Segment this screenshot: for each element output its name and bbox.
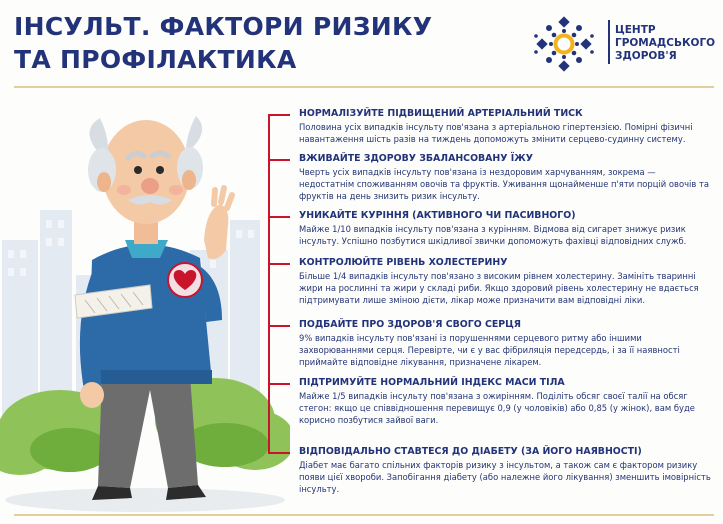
logo-line-3: ЗДОРОВ'Я [615,50,677,62]
header-divider [14,86,714,88]
tip-heading: УНИКАЙТЕ КУРІННЯ (АКТИВНОГО ЧИ ПАСИВНОГО) [299,210,576,221]
tip-cholesterol [299,257,711,306]
title-line-1: ІНСУЛЬТ. ФАКТОРИ РИЗИКУ [14,12,433,41]
tip-blood-pressure [299,108,711,145]
timeline-tick [268,383,290,385]
tip-heading: НОРМАЛІЗУЙТЕ ПІДВИЩЕНИЙ АРТЕРІАЛЬНИЙ ТИСК [299,108,583,119]
tip-text: Половина усіх випадків інсульту пов'язана з артеріальною гіпертензією. Помірні фізичні навантаження шість разів на тиждень допоможуть змінити серцево-судинну систему. [299,122,693,144]
tip-body-mass-index [299,377,711,426]
timeline-line [268,114,270,454]
logo-divider [608,20,610,64]
tip-text: Майже 1/5 випадків інсульту пов'язана з ожирінням. Поділіть обсяг своєї талії на обсяг стегон: якщо це співвідношення перевищує 0,9 (у чоловіків) або 0,85 (у жінок), вам буде корисно позбутися зайвої ваги. [299,391,695,425]
tip-heading: ВЖИВАЙТЕ ЗДОРОВУ ЗБАЛАНСОВАНУ ЇЖУ [299,153,533,164]
public-health-center-logo [527,14,717,74]
tip-text: 9% випадків інсульту пов'язані із порушеннями серцевого ритму або іншими захворюваннями серця. Перевірте, чи є у вас фібриляція передсердь, і за її наявності приймайте відповідне лікування, призначене лікарем. [299,333,680,367]
tip-text: Чверть усіх випадків інсульту пов'язана із нездоровим харчуванням, зокрема — недостатнім споживанням овочів та фруктів. Уживання щонайменше п'яти порцій овочів та фруктів на день знизить ризик інсульту. [299,167,709,201]
tip-healthy-food [299,153,711,202]
tip-heart-health [299,319,711,368]
logo-emblem-icon [533,14,595,74]
tip-text: Майже 1/10 випадків інсульту пов'язана з курінням. Відмова від сигарет знижує ризик інсульту. Успішно позбутися шкідливої звички допоможуть фахівці відповідних служб. [299,224,687,246]
elderly-man-illustration [0,90,290,515]
tip-heading: ВІДПОВІДАЛЬНО СТАВТЕСЯ ДО ДІАБЕТУ (ЗА ЙОГО НАЯВНОСТІ) [299,446,642,457]
timeline-tick [268,216,290,218]
timeline-tick [268,114,290,116]
logo-text [615,24,715,63]
title-line-2: ТА ПРОФІЛАКТИКА [14,45,297,74]
tip-heading: ПІДТРИМУЙТЕ НОРМАЛЬНИЙ ІНДЕКС МАСИ ТІЛА [299,377,565,388]
logo-line-1: ЦЕНТР [615,24,656,36]
page-title [14,10,432,76]
tip-smoking [299,210,711,247]
timeline-tick [268,325,290,327]
tip-heading: КОНТРОЛЮЙТЕ РІВЕНЬ ХОЛЕСТЕРИНУ [299,257,508,268]
tip-heading: ПОДБАЙТЕ ПРО ЗДОРОВ'Я СВОГО СЕРЦЯ [299,319,522,330]
footer-divider [14,514,714,516]
timeline-tick [268,263,290,265]
timeline-tick [268,452,290,454]
timeline-tick [268,159,290,161]
tip-text: Діабет має багато спільних факторів ризику з інсультом, а також сам є фактором ризику появи цієї хвороби. Запобігання діабету (або належне його лікування) зменшить імовірність інсульту. [299,460,711,494]
logo-line-2: ГРОМАДСЬКОГО [615,37,716,49]
tip-diabetes [299,446,711,495]
tip-text: Більше 1/4 випадків інсульту пов'язано з високим рівнем холестерину. Замініть тваринні жири на рослинні та жири у складі риби. Якщо здоровий рівень холестерину не вдається підтримувати лише зміною дієти, лікар може призначити вам відповідні ліки. [299,271,699,305]
